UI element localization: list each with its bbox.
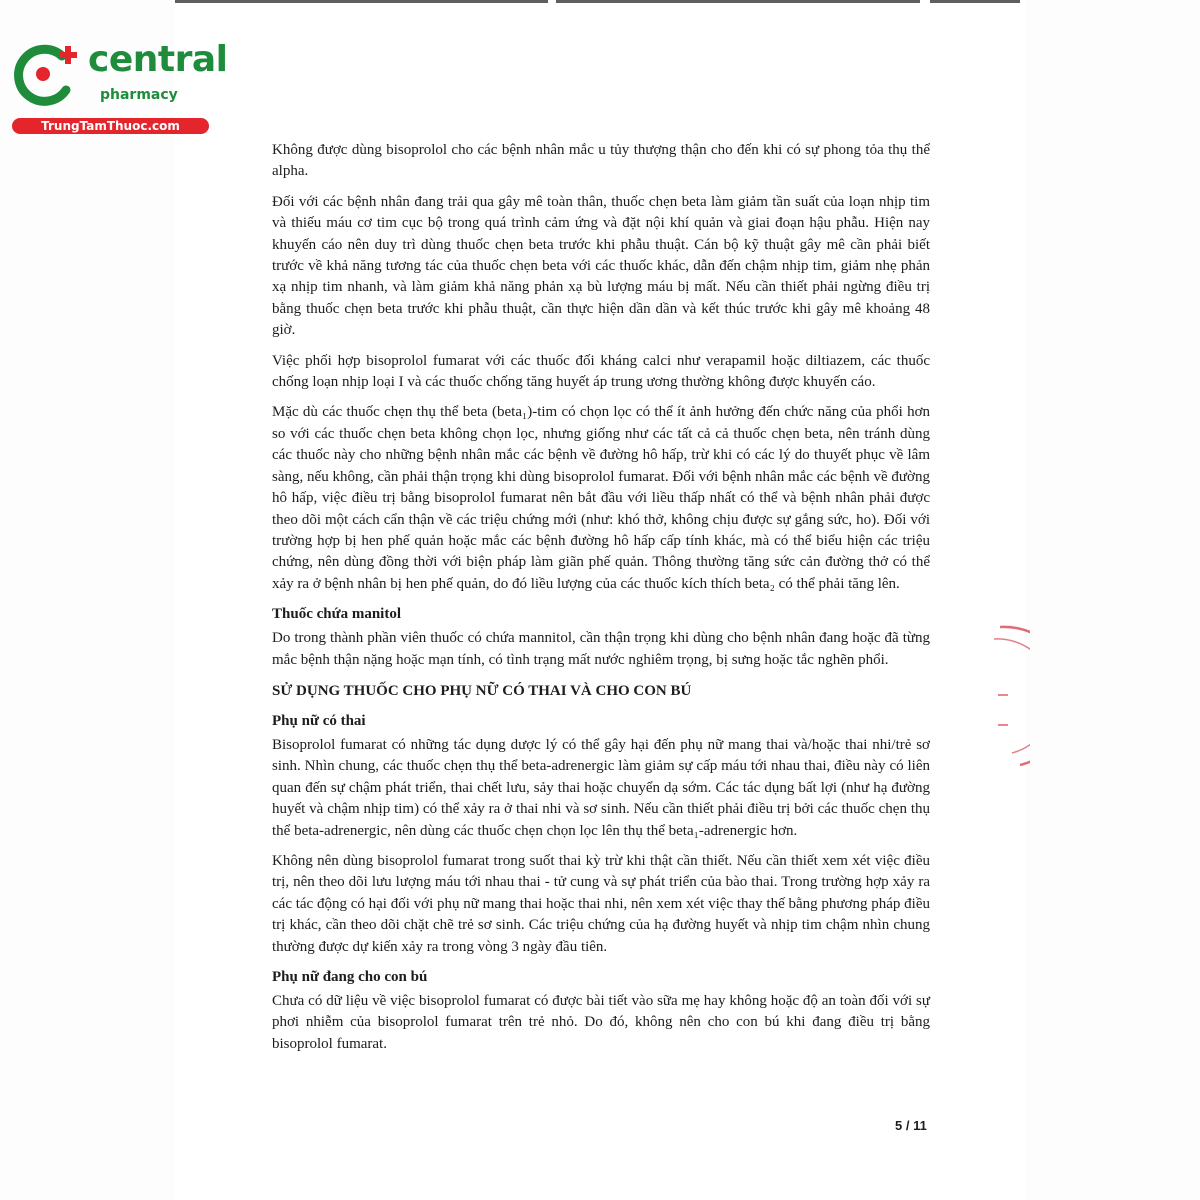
paragraph: Do trong thành phần viên thuốc có chứa mannitol, cần thận trọng khi dùng cho bệnh nhân đang hoặc đã từng mắc bệnh thận nặng hoặc mạn tính, có tình trạng mất nước nghiêm trọng, bị sưng hoặc tắc nghẽn phổi. bbox=[272, 630, 930, 668]
paragraph: Chưa có dữ liệu về việc bisoprolol fumarat có được bài tiết vào sữa mẹ hay không hoặc độ an toàn đối với sự phơi nhiễm của bisoprolol fumarat trên trẻ nhỏ. Do đó, không nên cho con bú khi đang điều trị bằng bisoprolol fumarat. bbox=[272, 993, 930, 1052]
paragraph: Không được dùng bisoprolol cho các bệnh nhân mắc u tủy thượng thận cho đến khi có sự phong tỏa thụ thể alpha. bbox=[272, 142, 930, 180]
paragraph: Đối với các bệnh nhân đang trải qua gây mê toàn thân, thuốc chẹn beta làm giảm tần suất của loạn nhịp tim và thiếu máu cơ tim cục bộ trong quá trình cảm ứng và đặt nội khí quản và giai đoạn hậu phẫu. Hiện nay khuyến cáo nên duy trì dùng thuốc chẹn beta trước khi phẫu thuật. Cán bộ kỹ thuật gây mê cần phải biết trước về khả năng tương tác của thuốc chẹn beta với các thuốc khác, dẫn đến chậm nhịp tim, giảm nhẹ phản xạ nhịp tim nhanh, và làm giảm khả năng phản xạ bù lượng máu bị mất. Nếu cần thiết phải ngừng điều trị bằng thuốc chẹn beta trước khi phẫu thuật, cần thực hiện dần dần và kết thúc trước khi gây mê khoảng 48 giờ. bbox=[272, 193, 930, 339]
subheading-breastfeeding: Phụ nữ đang cho con bú bbox=[272, 969, 428, 985]
scan-top-edge-gap bbox=[548, 0, 556, 3]
central-pharmacy-logo[interactable] bbox=[10, 38, 228, 138]
document-body bbox=[272, 140, 930, 1064]
scan-top-edge-gap bbox=[920, 0, 930, 3]
company-stamp-partial bbox=[990, 625, 1030, 770]
paragraph: Không nên dùng bisoprolol fumarat trong suốt thai kỳ trừ khi thật cần thiết. Nếu cần thiết xem xét việc điều trị, nên theo dõi lưu lượng máu tới nhau thai - tử cung và sự phát triển của bào thai. Trong trường hợp xảy ra các tác động có hại đối với phụ nữ mang thai hoặc thai nhi, nên xem xét việc thay thế bằng phương pháp điều trị khác, cần theo dõi chặt chẽ trẻ sơ sinh. Các triệu chứng của hạ đường huyết và nhịp tim chậm nhìn chung thường được dự kiến xảy ra trong vòng 3 ngày đầu tiên. bbox=[272, 852, 930, 955]
subheading-manitol: Thuốc chứa manitol bbox=[272, 606, 402, 623]
logo-url-badge[interactable]: TrungTamThuoc.com bbox=[12, 118, 209, 134]
scan-top-edge bbox=[175, 0, 1020, 3]
page-number: 5 / 11 bbox=[895, 1118, 927, 1133]
section-heading-pregnancy-lactation: SỬ DỤNG THUỐC CHO PHỤ NỮ CÓ THAI VÀ CHO CON BÚ bbox=[272, 682, 692, 699]
paragraph: Việc phối hợp bisoprolol fumarat với các thuốc đối kháng calci như verapamil hoặc diltiazem, các thuốc chống loạn nhịp loại I và các thuốc chống tăng huyết áp trung ương thường không được khuyến cáo. bbox=[272, 352, 930, 391]
paragraph: Bisoprolol fumarat có những tác dụng dược lý có thể gây hại đến phụ nữ mang thai và/hoặc thai nhi/trẻ sơ sinh. Nhìn chung, các thuốc chẹn thụ thể beta-adrenergic làm giảm sự cấp máu tới nhau thai, điều này có liên quan đến sự chậm phát triển, thai chết lưu, sảy thai hoặc chuyển dạ sớm. Các tác dụng bất lợi (như hạ đường huyết và chậm nhịp tim) có thể xảy ra ở thai nhi và sơ sinh. Nếu cần thiết phải điều trị bởi các thuốc chẹn thụ thể beta-adrenergic, nên dùng các thuốc chẹn chọn lọc lên thụ thể beta₁-adrenergic hơn. bbox=[272, 736, 930, 839]
logo-name: central bbox=[88, 39, 228, 80]
pharmacy-cross-icon bbox=[10, 38, 90, 108]
paragraph: Mặc dù các thuốc chẹn thụ thể beta (beta₁)-tim có chọn lọc có thể ít ảnh hưởng đến chức năng của phổi hơn so với các thuốc chẹn beta không chọn lọc, nhưng giống như các tất cả cả thuốc chẹn beta, nên tránh dùng các thuốc này cho những bệnh nhân mắc các bệnh về đường hô hấp, trừ khi có các lý do thuyết phục về lâm sàng, nếu không, cần phải thận trọng khi dùng bisoprolol fumarat. Đối với bệnh nhân mắc các bệnh về đường hô hấp, việc điều trị bằng bisoprolol fumarat nên bắt đầu với liều thấp nhất có thể và bệnh nhân phải được theo dõi một cách cẩn thận về các triệu chứng mới (như: khó thở, không chịu được sự gắng sức, ho). Đối với trường hợp bị hen phế quản hoặc mắc các bệnh đường hô hấp cấp tính khác, mà có thể biểu hiện các triệu chứng, nên dùng đồng thời với biện pháp làm giãn phế quản. Thông thường tăng sức cản đường thở có thể xảy ra ở bệnh nhân bị hen phế quản, do đó liều lượng của các thuốc kích thích beta₂ có thể phải tăng lên. bbox=[272, 404, 930, 592]
subheading-pregnant-women: Phụ nữ có thai bbox=[272, 712, 366, 729]
logo-subtitle: pharmacy bbox=[100, 87, 178, 103]
